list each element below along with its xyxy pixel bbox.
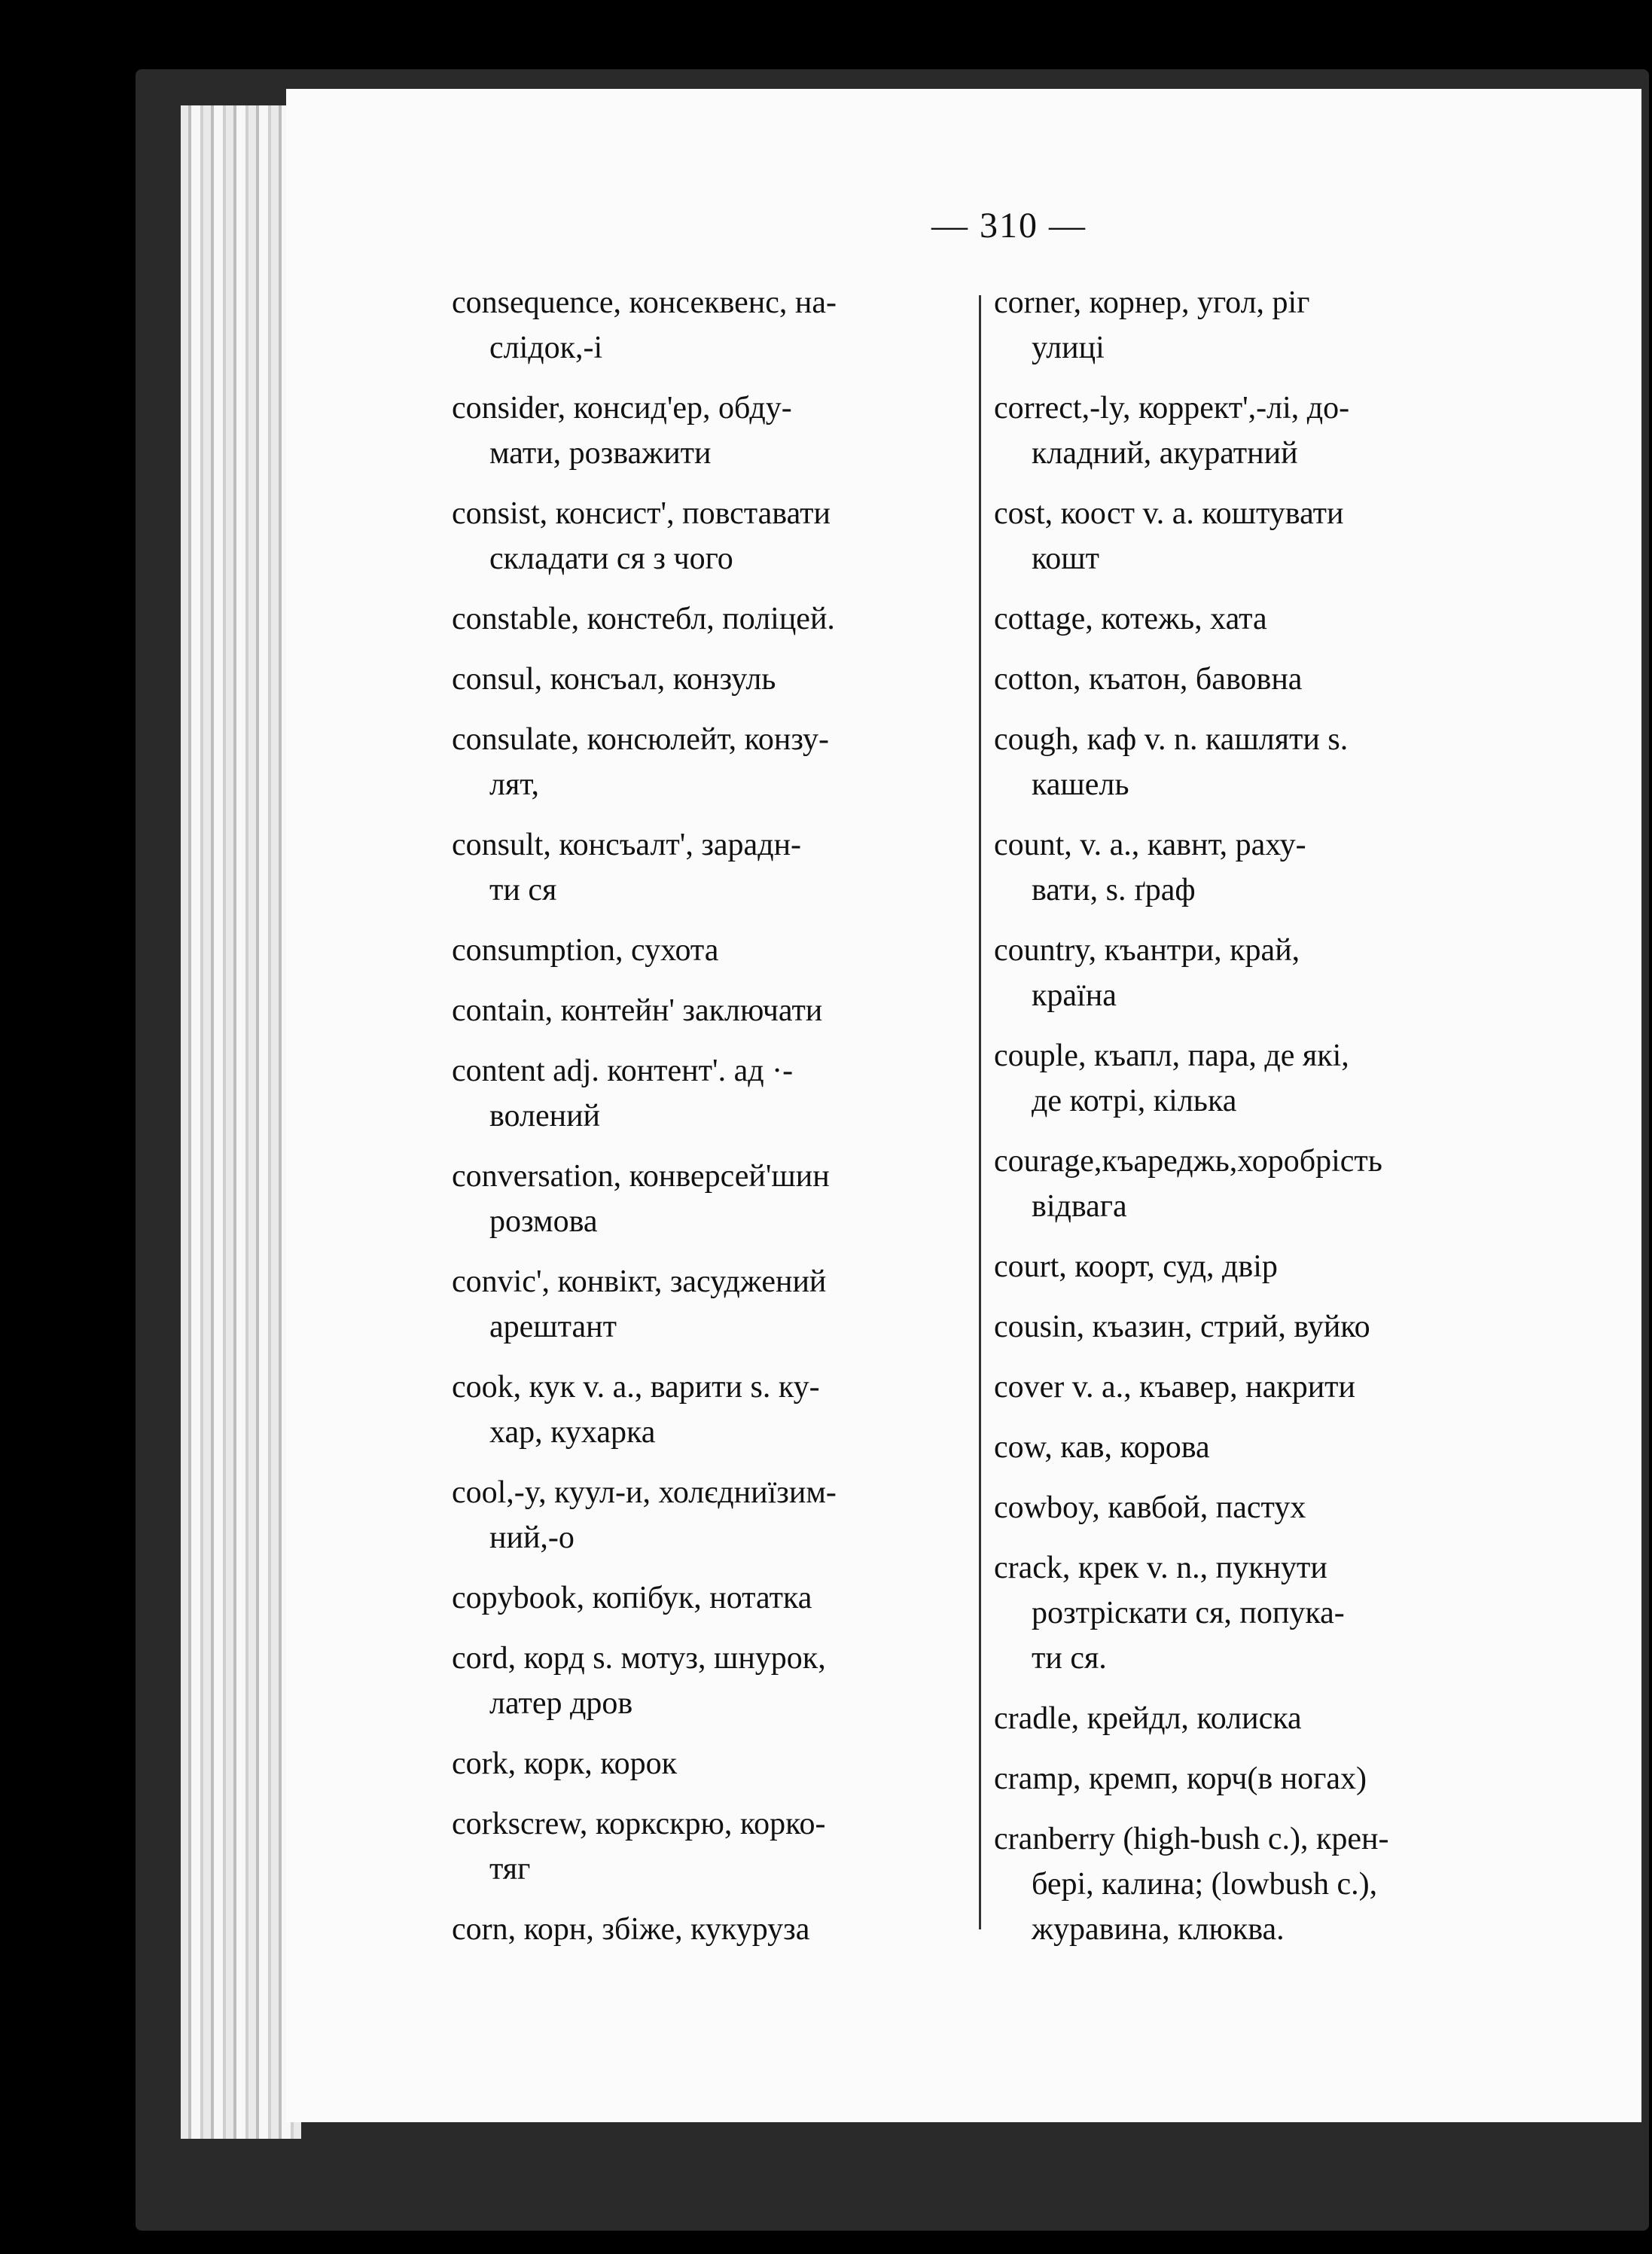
dictionary-entry [994,1244,1521,1289]
entry-line: consequence, консеквенс, на- [452,285,837,320]
entry-continuation: улиці [1032,331,1105,365]
entry-line: consist, консист', повставати [452,496,831,531]
entry-line: copybook, копібук, нотатка [452,1581,812,1615]
entry-continuation: де котрі, кілька [1032,1084,1237,1118]
dictionary-entry [452,1048,979,1139]
dictionary-entry [452,280,979,371]
dictionary-entry [452,822,979,913]
entry-line: courage,къареджь,хоробрість [994,1144,1382,1179]
entry-continuation: журавина, клюква. [1032,1912,1285,1947]
dictionary-entry [994,1304,1521,1350]
entry-line: court, коорт, суд, двір [994,1249,1278,1284]
right-column [994,280,1521,1967]
entry-line: consumption, сухота [452,933,719,968]
dictionary-entry [994,491,1521,581]
page-number: — 310 — [931,206,1087,246]
dictionary-entry [452,1154,979,1244]
dictionary-entry [452,1470,979,1560]
entry-continuation: кашель [1032,767,1129,802]
entry-continuation: тяг [489,1852,531,1886]
dictionary-entry [994,386,1521,476]
entry-line: cotton, къатон, бавовна [994,662,1303,697]
dictionary-entry [452,596,979,642]
entry-line: cool,-y, куул-и, холєдниїзим- [452,1475,837,1510]
dictionary-entry [994,596,1521,642]
entry-line: consulate, консюлейт, конзу- [452,722,830,757]
dictionary-entry [994,657,1521,702]
entry-line: consul, консъал, конзуль [452,662,776,697]
entry-continuation: країна [1032,978,1117,1013]
entry-continuation: ти ся [489,873,557,907]
entry-line: content adj. контент'. ад ·- [452,1054,794,1088]
dictionary-entry [994,1139,1521,1229]
dictionary-entry [452,1259,979,1350]
entry-continuation: латер дров [489,1686,633,1721]
dictionary-entry [994,1545,1521,1681]
entry-continuation: мати, розважити [489,436,712,471]
dictionary-entry [452,386,979,476]
entry-line: cook, кук v. a., варити s. ку- [452,1370,820,1405]
entry-line: crack, крек v. n., пукнути [994,1551,1327,1585]
entry-line: cough, каф v. n. кашляти s. [994,722,1349,757]
entry-line: contain, контейн' заключати [452,993,823,1028]
entry-line: cradle, крейдл, колиска [994,1701,1302,1736]
entry-line: cramp, кремп, корч(в ногах) [994,1761,1367,1796]
dictionary-entry [994,1485,1521,1530]
dictionary-entry [994,1033,1521,1124]
entry-line: convic', конвікт, засуджений [452,1264,827,1299]
dictionary-entry [994,822,1521,913]
entry-line: consult, консъалт', зарадн- [452,828,802,862]
entry-continuation: волений [489,1099,601,1133]
dictionary-entry [994,1425,1521,1470]
dictionary-entry [452,1365,979,1455]
entry-line: corner, корнер, угол, ріг [994,285,1310,320]
entry-continuation: ти ся. [1032,1641,1107,1676]
entry-continuation: лят, [489,767,539,802]
entry-continuation: розтріскати ся, попука- [1032,1596,1345,1630]
dictionary-entry [452,657,979,702]
entry-line: corn, корн, збіже, кукуруза [452,1912,810,1947]
entry-line: conversation, конверсей'шин [452,1159,830,1194]
entry-line: cow, кав, корова [994,1430,1210,1465]
entry-continuation: розмова [489,1204,598,1239]
entry-line: consider, консид'ер, обду- [452,391,792,425]
entry-line: couple, къапл, пара, де які, [994,1039,1349,1073]
entry-line: corkscrew, коркскрю, корко- [452,1807,826,1841]
dictionary-entry [994,1365,1521,1410]
entry-line: cousin, къазин, стрий, вуйко [994,1310,1370,1344]
entry-continuation: кошт [1032,541,1099,576]
entry-continuation: арештант [489,1310,617,1344]
dictionary-entry [452,491,979,581]
entry-line: constable, констебл, поліцей. [452,602,835,636]
entry-continuation: вати, s. ґраф [1032,873,1196,907]
entry-line: cottage, котежь, хата [994,602,1267,636]
dictionary-entry [452,988,979,1033]
entry-continuation: ний,-о [489,1520,575,1555]
dictionary-entry [452,1636,979,1726]
entry-line: count, v. a., кавнт, раху- [994,828,1306,862]
entry-continuation: кладний, акуратний [1032,436,1298,471]
entry-line: cost, коост v. a. коштувати [994,496,1344,531]
entry-line: cowboy, кавбой, пастух [994,1490,1306,1525]
entry-line: correct,-ly, коррект',-лі, до- [994,391,1350,425]
dictionary-entry [994,1696,1521,1741]
dictionary-entry [452,928,979,973]
entry-line: cover v. a., къавер, накрити [994,1370,1356,1405]
entry-continuation: складати ся з чого [489,541,733,576]
dictionary-entry [994,717,1521,807]
dictionary-entry [994,928,1521,1018]
dictionary-entry [452,1741,979,1786]
entry-line: cork, корк, корок [452,1746,677,1781]
entry-line: cord, корд s. мотуз, шнурок, [452,1641,826,1676]
dictionary-entry [994,1756,1521,1801]
dictionary-entry [452,717,979,807]
entry-continuation: хар, кухарка [489,1415,656,1450]
entry-continuation: відвага [1032,1189,1127,1224]
entry-line: country, къантри, край, [994,933,1300,968]
dictionary-entry [452,1907,979,1952]
dictionary-entry [994,1816,1521,1952]
dictionary-entry [994,280,1521,371]
dictionary-entry [452,1801,979,1892]
left-column [452,280,979,1967]
page-edges [181,105,301,2139]
column-divider [979,295,981,1929]
entry-continuation: бері, калина; (lowbush c.), [1032,1867,1378,1902]
dictionary-entry [452,1575,979,1621]
entry-continuation: слідок,-і [489,331,603,365]
entry-line: cranberry (high-bush c.), крен- [994,1822,1389,1856]
